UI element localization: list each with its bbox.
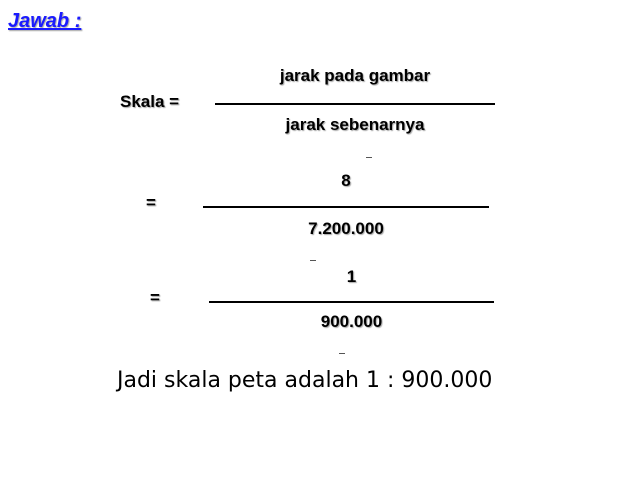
step2-equals: = [150, 288, 160, 307]
scale-label: Skala = [120, 92, 180, 111]
step1-fraction-bar [203, 206, 489, 208]
step2-fraction-bar [209, 301, 494, 303]
formula-numerator: jarak pada gambar [279, 66, 431, 85]
step1-numerator: 8 [341, 171, 351, 190]
divider-mark [339, 353, 345, 354]
divider-mark [366, 157, 372, 158]
divider-mark [310, 260, 316, 261]
formula-denominator: jarak sebenarnya [285, 115, 425, 134]
step1-denominator: 7.200.000 [308, 219, 384, 238]
answer-heading: Jawab : [8, 10, 82, 32]
formula-fraction-bar [215, 103, 495, 105]
step2-numerator: 1 [346, 267, 357, 286]
step1-equals: = [146, 193, 156, 212]
conclusion-text: Jadi skala peta adalah 1 : 900.000 [117, 368, 493, 393]
step2-denominator: 900.000 [320, 312, 383, 331]
